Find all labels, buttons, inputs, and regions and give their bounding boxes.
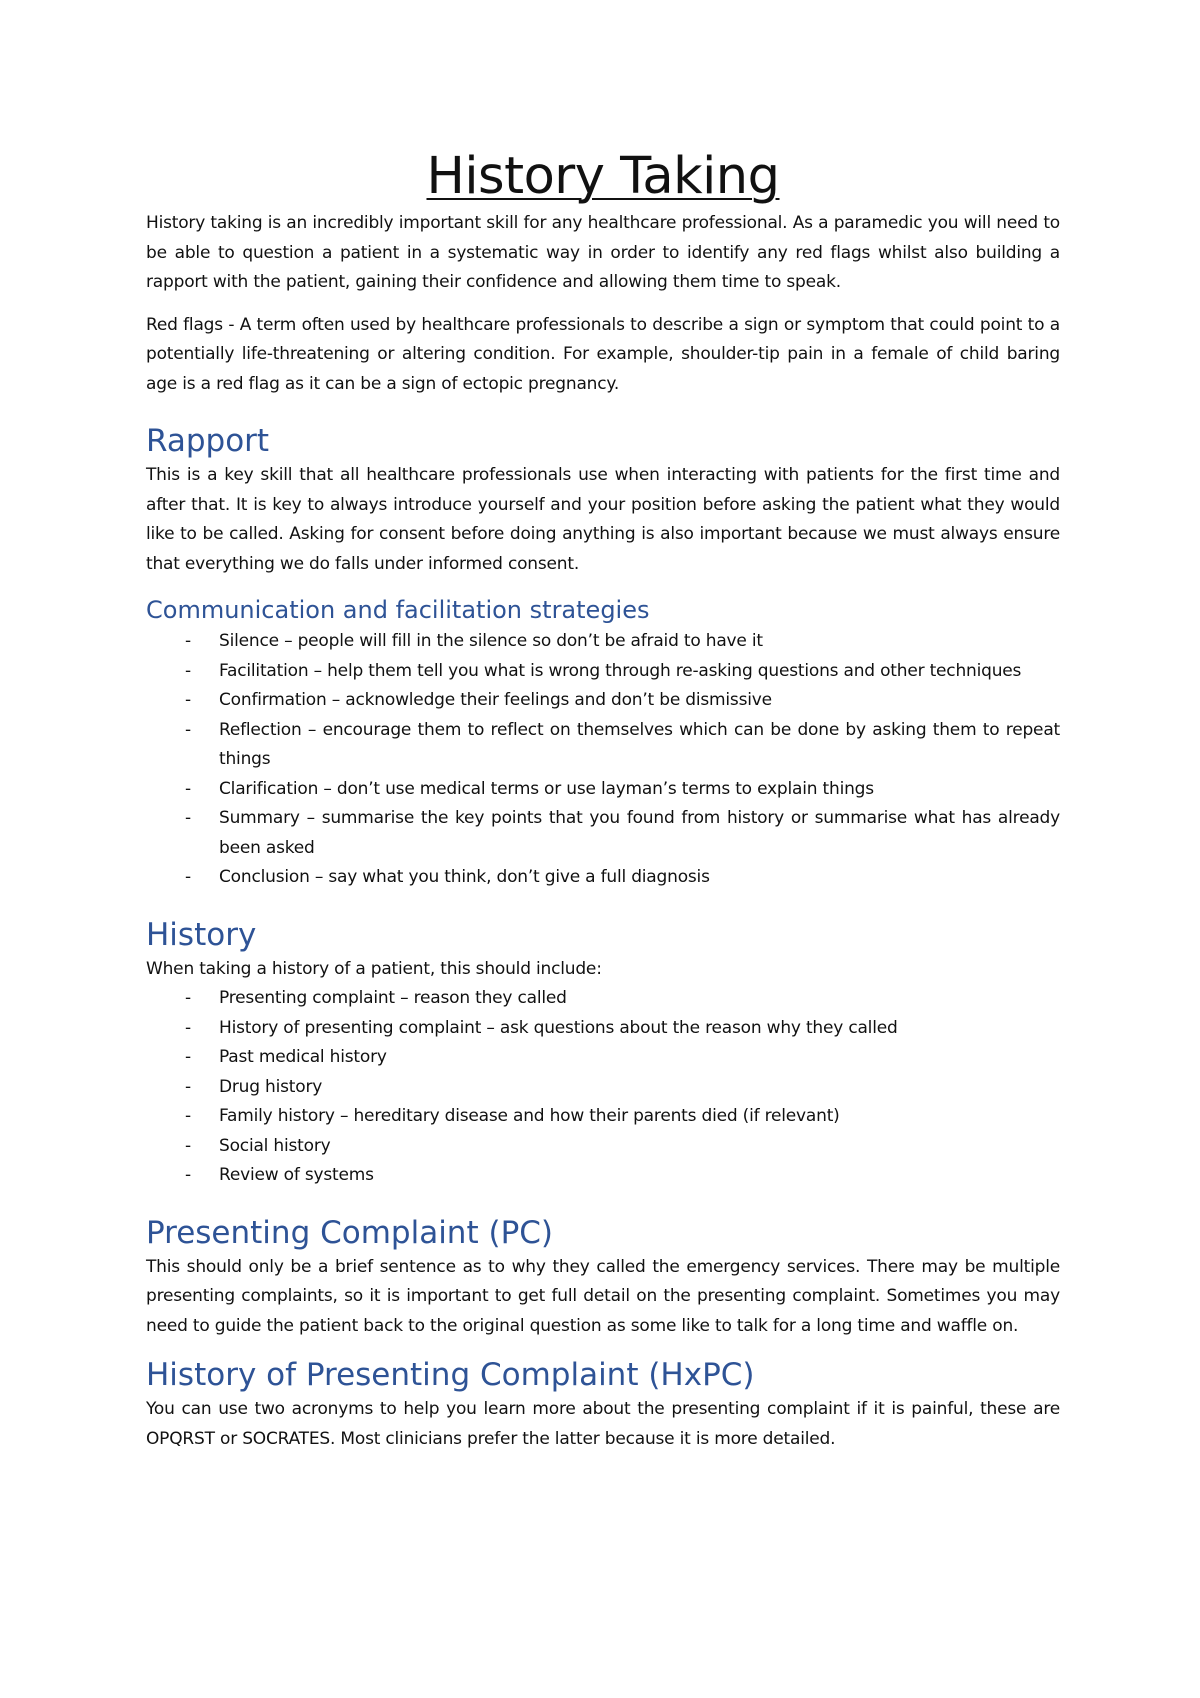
document-page — [146, 148, 1060, 1454]
list-item: - Clarification – don’t use medical terms or use layman’s terms to explain things — [146, 775, 1060, 805]
list-item: - Summary – summarise the key points that you found from history or summarise what has already been asked — [146, 804, 1060, 863]
hxpc-paragraph: You can use two acronyms to help you learn more about the presenting complaint if it is painful, these are OPQRST or SOCRATES. Most clinicians prefer the latter because it is more detailed. — [146, 1399, 1060, 1449]
communication-list — [146, 627, 1060, 893]
list-item: - Review of systems — [146, 1161, 1060, 1191]
red-flags-paragraph: Red flags - A term often used by healthcare professionals to describe a sign or symptom that could point to a potentially life-threatening or altering condition. For example, shoulder-tip pain in a female of child baring age is a red flag as it can be a sign of ectopic pregnancy. — [146, 314, 1060, 394]
intro-paragraph: History taking is an incredibly important skill for any healthcare professional. As a paramedic you will need to be able to question a patient in a systematic way in order to identify any red flags whilst also building a rapport with the patient, gaining their confidence and allowing them time to speak. — [146, 213, 1060, 292]
history-list — [146, 984, 1060, 1191]
list-item: - Silence – people will fill in the silence so don’t be afraid to have it — [146, 627, 1060, 657]
list-item: - Past medical history — [146, 1043, 1060, 1073]
rapport-heading: Rapport — [146, 423, 270, 459]
history-intro: When taking a history of a patient, this should include: — [146, 958, 602, 979]
rapport-paragraph: This is a key skill that all healthcare professionals use when interacting with patients for the first time and after that. It is key to always introduce yourself and your position before asking the patient what they would like to be called. Asking for consent before doing anything is also important because we must always ensure that everything we do falls under informed consent. — [146, 465, 1060, 574]
list-item: - Reflection – encourage them to reflect on themselves which can be done by asking them to repeat things — [146, 716, 1060, 775]
list-item: - Drug history — [146, 1073, 1060, 1103]
list-item: - Social history — [146, 1132, 1060, 1162]
document-title: History Taking — [426, 147, 780, 206]
presenting-complaint-paragraph: This should only be a brief sentence as to why they called the emergency services. There may be multiple presenting complaints, so it is important to get full detail on the presenting complaint. Sometimes you may need to guide the patient back to the original question as some like to talk for a long time and waffle on. — [146, 1256, 1060, 1336]
list-item: - Conclusion – say what you think, don’t give a full diagnosis — [146, 863, 1060, 893]
hxpc-heading: History of Presenting Complaint (HxPC) — [146, 1357, 755, 1393]
list-item: - History of presenting complaint – ask questions about the reason why they called — [146, 1014, 1060, 1044]
history-heading: History — [146, 916, 257, 953]
communication-heading: Communication and facilitation strategies — [146, 596, 650, 624]
list-item: - Confirmation – acknowledge their feelings and don’t be dismissive — [146, 686, 1060, 716]
list-item: - Presenting complaint – reason they called — [146, 984, 1060, 1014]
list-item: - Family history – hereditary disease and how their parents died (if relevant) — [146, 1102, 1060, 1132]
presenting-complaint-heading: Presenting Complaint (PC) — [146, 1214, 553, 1251]
list-item: - Facilitation – help them tell you what is wrong through re-asking questions and other techniques — [146, 657, 1060, 687]
